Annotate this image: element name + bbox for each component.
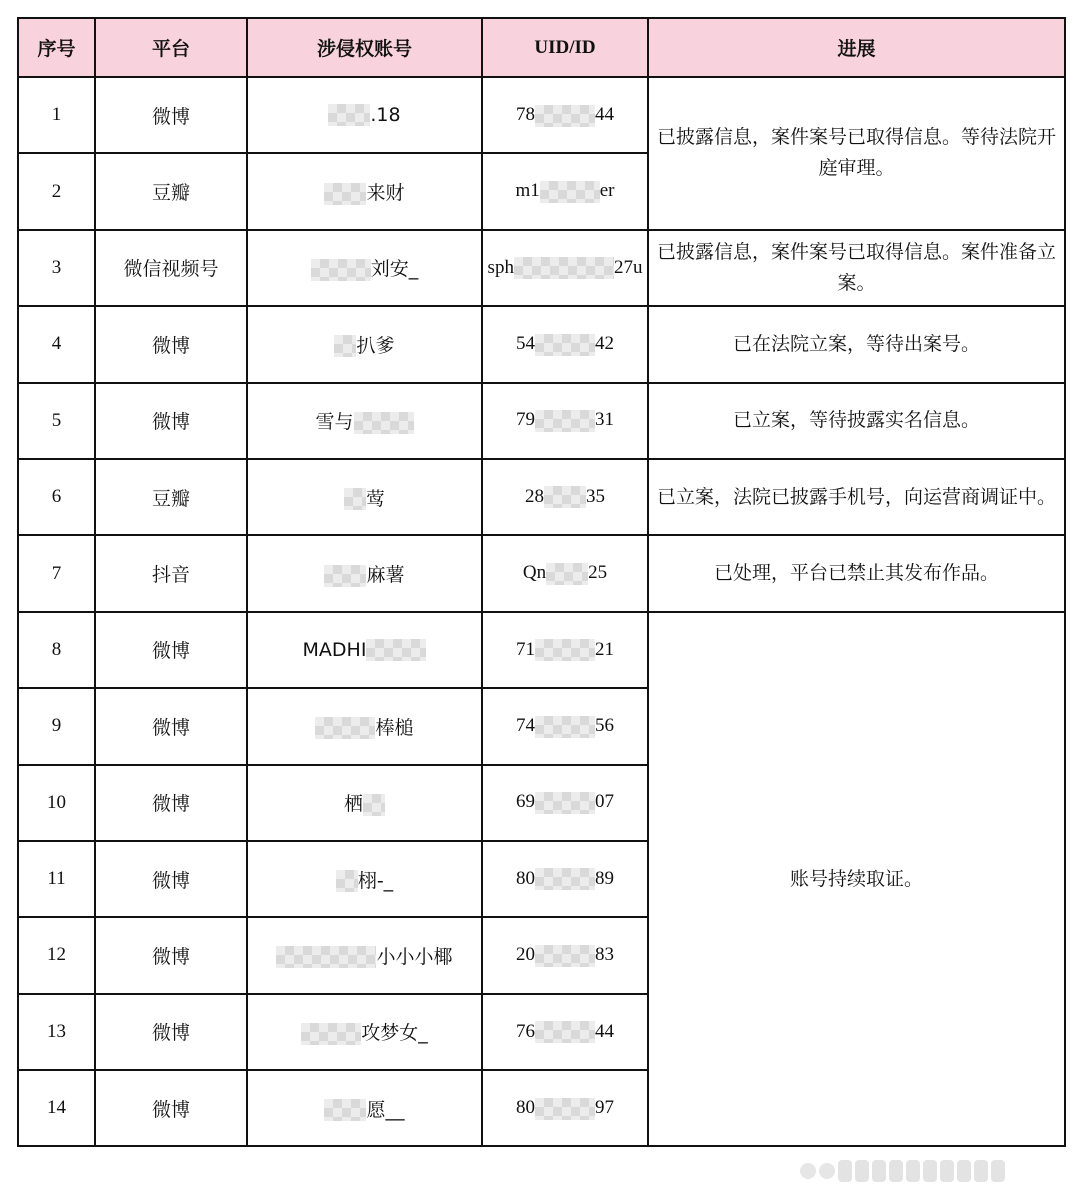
visible-text-suffix: 栩-_ (357, 869, 394, 892)
redaction-mask (535, 868, 595, 890)
visible-text-suffix: 44 (595, 1020, 614, 1042)
redaction-mask (535, 410, 595, 432)
visible-text-suffix: 棒槌 (375, 716, 414, 739)
row-account (247, 841, 482, 917)
row-index: 5 (18, 383, 95, 459)
row-index: 8 (18, 612, 95, 688)
infringement-table (17, 17, 1066, 1147)
table-body (18, 77, 1065, 1146)
case-progress-sheet (17, 17, 1064, 1178)
row-index: 10 (18, 765, 95, 841)
visible-text-prefix: 79 (516, 409, 535, 431)
header-platform: 平台 (95, 18, 247, 77)
row-index: 3 (18, 230, 95, 306)
visible-text-prefix: 栖 (343, 793, 363, 816)
watermark-glyph (974, 1160, 988, 1182)
row-account (247, 535, 482, 611)
row-index: 6 (18, 459, 95, 535)
watermark-glyph (906, 1160, 920, 1182)
redaction-mask (540, 181, 600, 203)
watermark-glyph (872, 1160, 886, 1182)
redaction-mask (311, 259, 371, 281)
row-index: 12 (18, 917, 95, 993)
row-index: 13 (18, 994, 95, 1070)
redaction-mask (535, 792, 595, 814)
visible-text-suffix: 89 (595, 867, 614, 889)
row-account (247, 306, 482, 382)
redaction-mask (535, 334, 595, 356)
row-progress: 账号持续取证。 (648, 612, 1065, 1147)
row-platform: 微信视频号 (95, 230, 247, 306)
row-account (247, 77, 482, 153)
redaction-mask (535, 1021, 595, 1043)
redaction-mask (301, 1023, 361, 1045)
visible-text-suffix: er (599, 180, 615, 202)
row-platform: 微博 (95, 688, 247, 764)
header-progress: 进展 (648, 18, 1065, 77)
row-uid (482, 77, 648, 153)
row-uid (482, 535, 648, 611)
row-progress: 已处理，平台已禁止其发布作品。 (648, 535, 1065, 611)
header-index: 序号 (18, 18, 95, 77)
redaction-mask (514, 257, 614, 279)
platform-watermark (800, 1158, 1070, 1184)
redaction-mask (535, 105, 595, 127)
visible-text-suffix: 刘安_ (370, 258, 419, 281)
redaction-mask (324, 1099, 366, 1121)
row-platform: 微博 (95, 994, 247, 1070)
row-account (247, 688, 482, 764)
watermark-glyph (957, 1160, 971, 1182)
visible-text-prefix: 78 (516, 103, 535, 125)
row-account (247, 459, 482, 535)
row-uid (482, 917, 648, 993)
row-uid (482, 688, 648, 764)
row-platform: 微博 (95, 917, 247, 993)
redaction-mask (344, 488, 366, 510)
visible-text-suffix: 31 (595, 409, 614, 431)
watermark-glyph (940, 1160, 954, 1182)
visible-text-suffix: 35 (586, 485, 605, 507)
visible-text-suffix: 83 (595, 944, 614, 966)
redaction-mask (324, 183, 366, 205)
visible-text-prefix: sph (487, 256, 514, 278)
visible-text-prefix: m1 (515, 180, 540, 202)
row-progress: 已立案，等待披露实名信息。 (648, 383, 1065, 459)
row-account (247, 383, 482, 459)
redaction-mask (354, 412, 414, 434)
visible-text-prefix: 69 (516, 791, 535, 813)
row-uid (482, 459, 648, 535)
redaction-mask (324, 565, 366, 587)
row-account (247, 765, 482, 841)
visible-text-suffix: 21 (595, 638, 614, 660)
watermark-logo-icon (819, 1163, 835, 1179)
watermark-glyph (855, 1160, 869, 1182)
redaction-mask (535, 1098, 595, 1120)
row-uid (482, 994, 648, 1070)
visible-text-prefix: 20 (516, 944, 535, 966)
row-account (247, 917, 482, 993)
visible-text-suffix: 44 (595, 103, 614, 125)
header-uid: UID/ID (482, 18, 648, 77)
table-row (18, 306, 1065, 382)
visible-text-prefix: 雪与 (315, 411, 354, 434)
row-uid (482, 1070, 648, 1146)
table-row (18, 230, 1065, 306)
redaction-mask (276, 946, 376, 968)
row-uid (482, 153, 648, 229)
row-uid (482, 612, 648, 688)
row-account (247, 230, 482, 306)
redaction-mask (336, 870, 358, 892)
visible-text-prefix: 71 (516, 638, 535, 660)
redaction-mask (315, 717, 375, 739)
visible-text-suffix: 莺 (365, 487, 385, 510)
visible-text-suffix: 麻薯 (366, 564, 405, 587)
watermark-logo-icon (800, 1163, 816, 1179)
row-index: 14 (18, 1070, 95, 1146)
row-platform: 抖音 (95, 535, 247, 611)
row-uid (482, 306, 648, 382)
visible-text-suffix: 小小小椰 (376, 945, 453, 968)
visible-text-prefix: 28 (525, 485, 544, 507)
watermark-glyph (923, 1160, 937, 1182)
row-platform: 微博 (95, 306, 247, 382)
row-account (247, 153, 482, 229)
row-progress: 已披露信息，案件案号已取得信息。案件准备立案。 (648, 230, 1065, 306)
redaction-mask (544, 486, 586, 508)
visible-text-suffix: 愿__ (366, 1098, 405, 1121)
table-row (18, 535, 1065, 611)
watermark-glyph (838, 1160, 852, 1182)
header-row (18, 18, 1065, 77)
visible-text-prefix: 80 (516, 867, 535, 889)
redaction-mask (535, 716, 595, 738)
visible-text-suffix: 56 (595, 715, 614, 736)
header-account: 涉侵权账号 (247, 18, 482, 77)
table-row (18, 383, 1065, 459)
row-platform: 微博 (95, 1070, 247, 1146)
row-platform: 豆瓣 (95, 153, 247, 229)
row-index: 2 (18, 153, 95, 229)
row-index: 4 (18, 306, 95, 382)
visible-text-suffix: 攻梦女_ (361, 1022, 428, 1045)
redaction-mask (363, 794, 385, 816)
visible-text-suffix: 97 (595, 1096, 614, 1118)
row-platform: 微博 (95, 765, 247, 841)
row-platform: 豆瓣 (95, 459, 247, 535)
row-index: 7 (18, 535, 95, 611)
visible-text-suffix: 27u (613, 256, 643, 278)
visible-text-suffix: 42 (595, 333, 614, 355)
visible-text-suffix: 07 (595, 791, 614, 813)
row-account (247, 994, 482, 1070)
row-account (247, 1070, 482, 1146)
row-uid (482, 841, 648, 917)
watermark-glyph (889, 1160, 903, 1182)
visible-text-prefix: 80 (516, 1096, 535, 1118)
row-uid (482, 765, 648, 841)
row-uid (482, 230, 648, 306)
visible-text-suffix: 扒爹 (356, 334, 395, 357)
visible-text-suffix: 来财 (366, 182, 405, 205)
row-platform: 微博 (95, 841, 247, 917)
visible-text-prefix: 54 (516, 333, 535, 355)
row-progress: 已在法院立案，等待出案号。 (648, 306, 1065, 382)
visible-text-suffix: 25 (588, 562, 608, 584)
row-platform: 微博 (95, 612, 247, 688)
redaction-mask (328, 104, 370, 126)
row-progress: 已披露信息，案件案号已取得信息。等待法院开庭审理。 (648, 77, 1065, 230)
watermark-glyph (991, 1160, 1005, 1182)
row-index: 1 (18, 77, 95, 153)
row-uid (482, 383, 648, 459)
row-platform: 微博 (95, 77, 247, 153)
visible-text-prefix: 76 (516, 1020, 535, 1042)
row-index: 11 (18, 841, 95, 917)
row-progress: 已立案，法院已披露手机号，向运营商调证中。 (648, 459, 1065, 535)
redaction-mask (535, 945, 595, 967)
redaction-mask (334, 335, 356, 357)
row-platform: 微博 (95, 383, 247, 459)
redaction-mask (535, 639, 595, 661)
redaction-mask (546, 563, 588, 585)
visible-text-suffix: .18 (370, 103, 401, 126)
table-row (18, 459, 1065, 535)
table-row (18, 77, 1065, 153)
redaction-mask (366, 639, 426, 661)
row-index: 9 (18, 688, 95, 764)
visible-text-prefix: MADHI (302, 638, 367, 661)
visible-text-prefix: Qn (522, 562, 547, 584)
row-account (247, 612, 482, 688)
visible-text-prefix: 74 (516, 715, 535, 736)
table-row (18, 612, 1065, 688)
